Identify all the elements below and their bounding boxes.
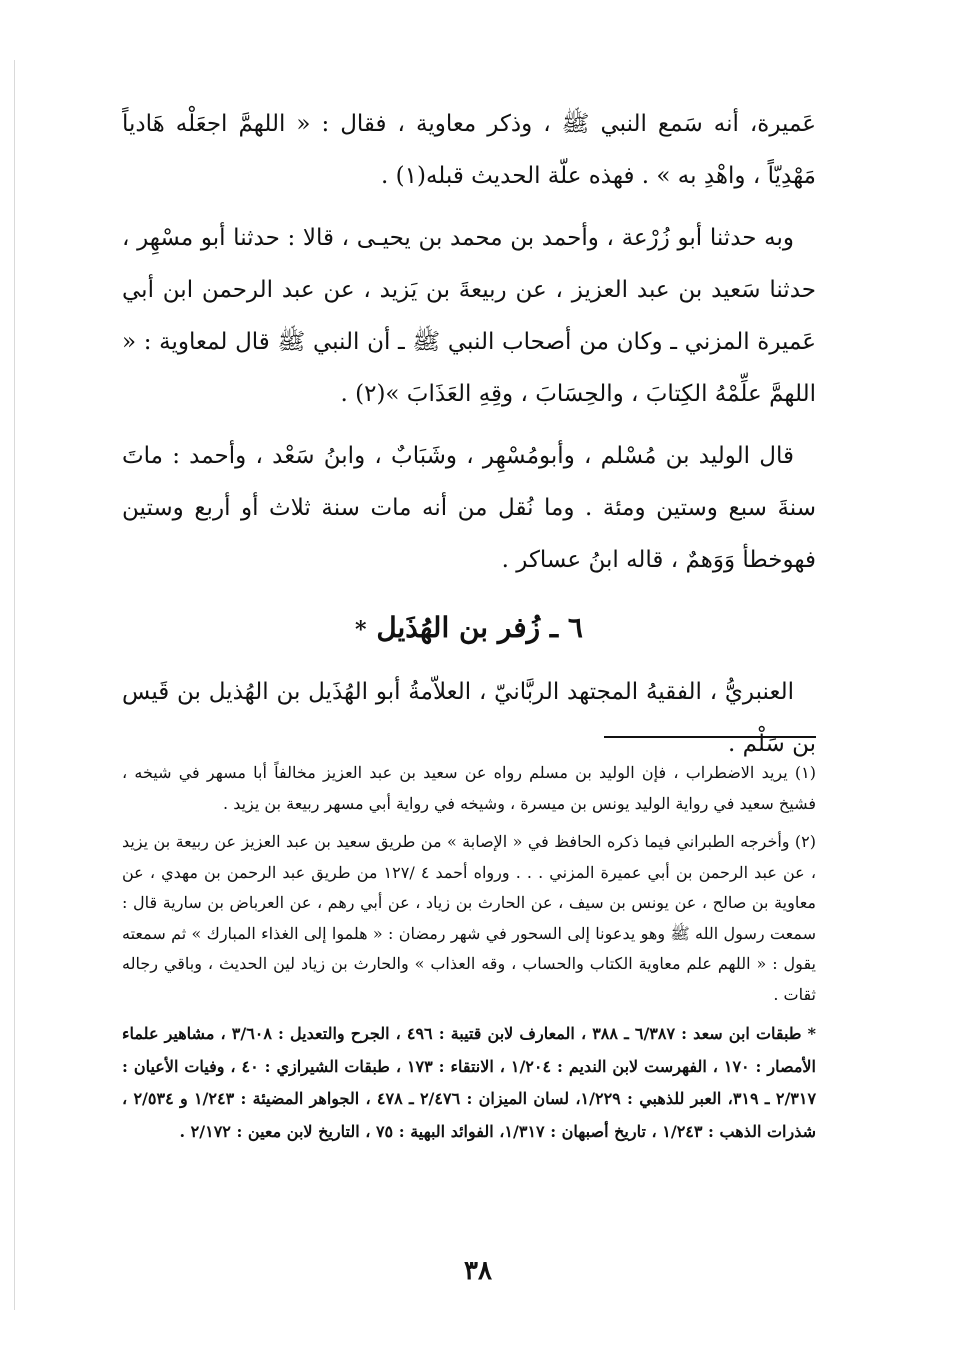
heading-footnote-star: * — [355, 617, 367, 643]
page-number: ٣٨ — [464, 1256, 492, 1286]
footnote-separator — [604, 736, 816, 738]
footnotes — [122, 758, 816, 1156]
page-edge-line — [14, 60, 15, 1310]
paragraph-4: العنبريُّ ، الفقيهُ المجتهد الربَّانيّ ، العلاّمةُ أبو الهُذَيل بن الهُذيل بن قَيس بن سَلْم . — [122, 679, 816, 757]
sources-footnote: * طبقات ابن سعد : ٦/٣٨٧ ـ ٣٨٨ ، المعارف لابن قتيبة : ٤٩٦ ، الجرح والتعديل : ٣/٦٠٨ ، مشاهير علماء الأمصار : ١٧٠ ، الفهرست لابن النديم : ١/٢٠٤ ، الانتقاء : ١٧٣ ، طبقات الشيرازي : ٤٠ ، وفيات الأعيان : ٢/٣١٧ ـ ٣١٩، العبر للذهبي : ١/٢٢٩، لسان الميزان : ٢/٤٧٦ ـ ٤٧٨ ، الجواهر المضيئة : ١/٢٤٣ و ٢/٥٣٤ ، شذرات الذهب : ١/٢٤٣ ، تاريخ أصبهان : ١/٣١٧، الفوائد البهية : ٧٥ ، التاريخ لابن معين : ٢/١٧٢ . — [122, 1024, 817, 1141]
paragraph-1: عَميرة، أنه سَمع النبي ﷺ ، وذكر معاوية ، فقال : « اللهمَّ اجعَلْه هَادياً مَهْدِيّاً ، واهْدِ به » . فهذه علّة الحديث قبله(١) . — [122, 111, 816, 189]
biography-heading — [122, 600, 816, 658]
biography-heading-text: ٦ ـ زُفر بن الهُذَيل — [376, 611, 583, 644]
footnote-1: (١) يريد الاضطراب ، فإن الوليد بن مسلم رواه عن سعيد بن عبد العزيز مخالفاً أبا مسهر في شيخه ، فشيخ سعيد في رواية الوليد يونس بن ميسرة ، وشيخه في رواية أبي مسهر ربيعة بن يزيد . — [122, 763, 816, 813]
paragraph-2: وبه حدثنا أبو زُرْعة ، وأحمد بن محمد بن يحيـى ، قالا : حدثنا أبو مسْهِر ، حدثنا سَعيد بن عبد العزيز ، عن ربيعةَ بن يَزيد ، عن عبد الرحمن ابن أبي عَميرة المزني ـ وكان من أصحاب النبي ﷺ ـ أن النبي ﷺ قال لمعاوية : « اللهمَّ علِّمْهُ الكِتابَ ، والحِسَابَ ، وقِهِ العَذَابَ »(٢) . — [122, 225, 816, 407]
paragraph-3: قال الوليد بن مُسْلم ، وأبومُسْهِر ، وشَبَابٌ ، وابنُ سَعْد ، وأحمد : ماتَ سنةَ سبع وستين ومئة . وما نُقل من أنه مات سنة ثلاث أو أربع وستين فهوخطأ وَوَهمٌ ، قاله ابنُ عساكر . — [122, 443, 817, 573]
main-text — [122, 98, 816, 780]
footnote-2: (٢) وأخرجه الطبراني فيما ذكره الحافظ في « الإصابة » من طريق سعيد بن عبد العزيز عن ربيعة بن يزيد ، عن عبد الرحمن بن أبي عميرة المزني . . . ورواه أحمد ٤ /١٢٧ من طريق عبد الرحمن بن مهدي ، عن معاوية بن صالح ، عن يونس بن سيف ، عن الحارث بن زياد ، عن أبي رهم ، عن العرباض بن سارية قال : سمعت رسول الله ﷺ وهو يدعونا إلى السحور في شهر رمضان : « هلموا إلى الغذاء المبارك » ثم سمعته يقول : « اللهم علم معاوية الكتاب والحساب ، وقه العذاب » والحارث بن زياد لين الحديث ، وباقي رجاله ثقات . — [122, 832, 816, 1004]
